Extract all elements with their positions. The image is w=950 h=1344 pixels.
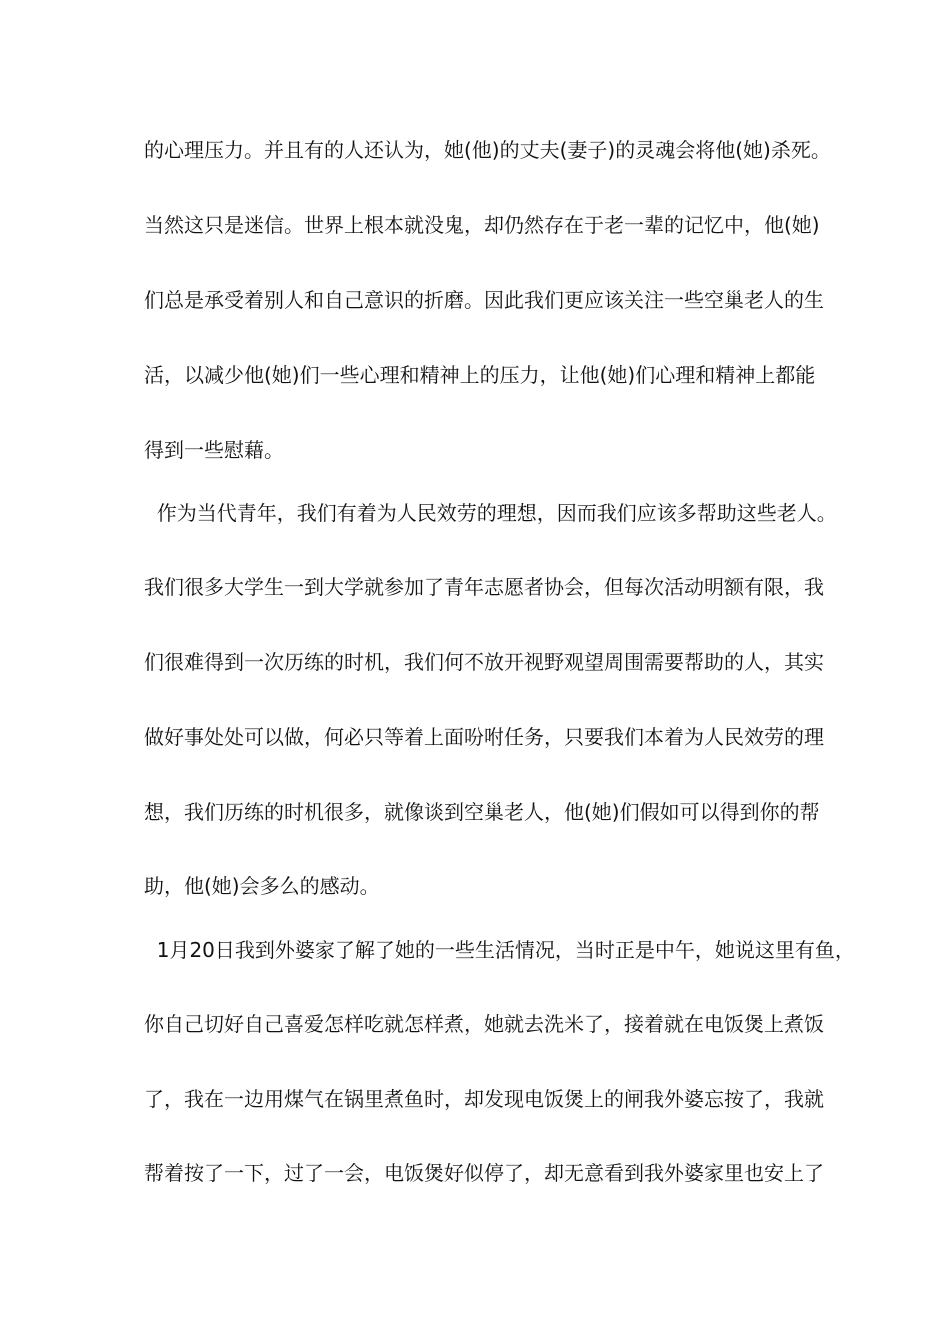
text-line: 得到一些慰藉。 [144, 438, 284, 462]
paragraph-first-line: 作为当代青年，我们有着为人民效劳的理想，因而我们应该多帮助这些老人。 [144, 501, 837, 525]
text-line: 了，我在一边用煤气在锅里煮鱼时，却发现电饭煲上的闸我外婆忘按了，我就 [144, 1087, 824, 1111]
text-line: 想，我们历练的时机很多，就像谈到空巢老人，他(她)们假如可以得到你的帮 [144, 800, 820, 824]
text-line: 你自己切好自己喜爱怎样吃就怎样煮，她就去洗米了，接着就在电饭煲上煮饭 [144, 1012, 824, 1036]
paragraph-first-line: 1月20日我到外婆家了解了她的一些生活情况，当时正是中午，她说这里有鱼， [144, 938, 855, 962]
text-line: 们总是承受着别人和自己意识的折磨。因此我们更应该关注一些空巢老人的生 [144, 288, 824, 312]
text-line: 当然这只是迷信。世界上根本就没鬼，却仍然存在于老一辈的记忆中，他(她) [144, 213, 820, 237]
text-line: 做好事处处可以做，何必只等着上面吩咐任务，只要我们本着为人民效劳的理 [144, 725, 824, 749]
text-line: 我们很多大学生一到大学就参加了青年志愿者协会，但每次活动明额有限，我 [144, 575, 824, 599]
text-line: 的心理压力。并且有的人还认为，她(他)的丈夫(妻子)的灵魂会将他(她)杀死。 [144, 138, 831, 162]
text-line: 活，以减少他(她)们一些心理和精神上的压力，让他(她)们心理和精神上都能 [144, 363, 816, 387]
text-line: 们很难得到一次历练的时机，我们何不放开视野观望周围需要帮助的人，其实 [144, 650, 824, 674]
text-line: 帮着按了一下，过了一会，电饭煲好似停了，却无意看到我外婆家里也安上了 [144, 1161, 824, 1185]
text-line: 助，他(她)会多么的感动。 [144, 874, 380, 898]
